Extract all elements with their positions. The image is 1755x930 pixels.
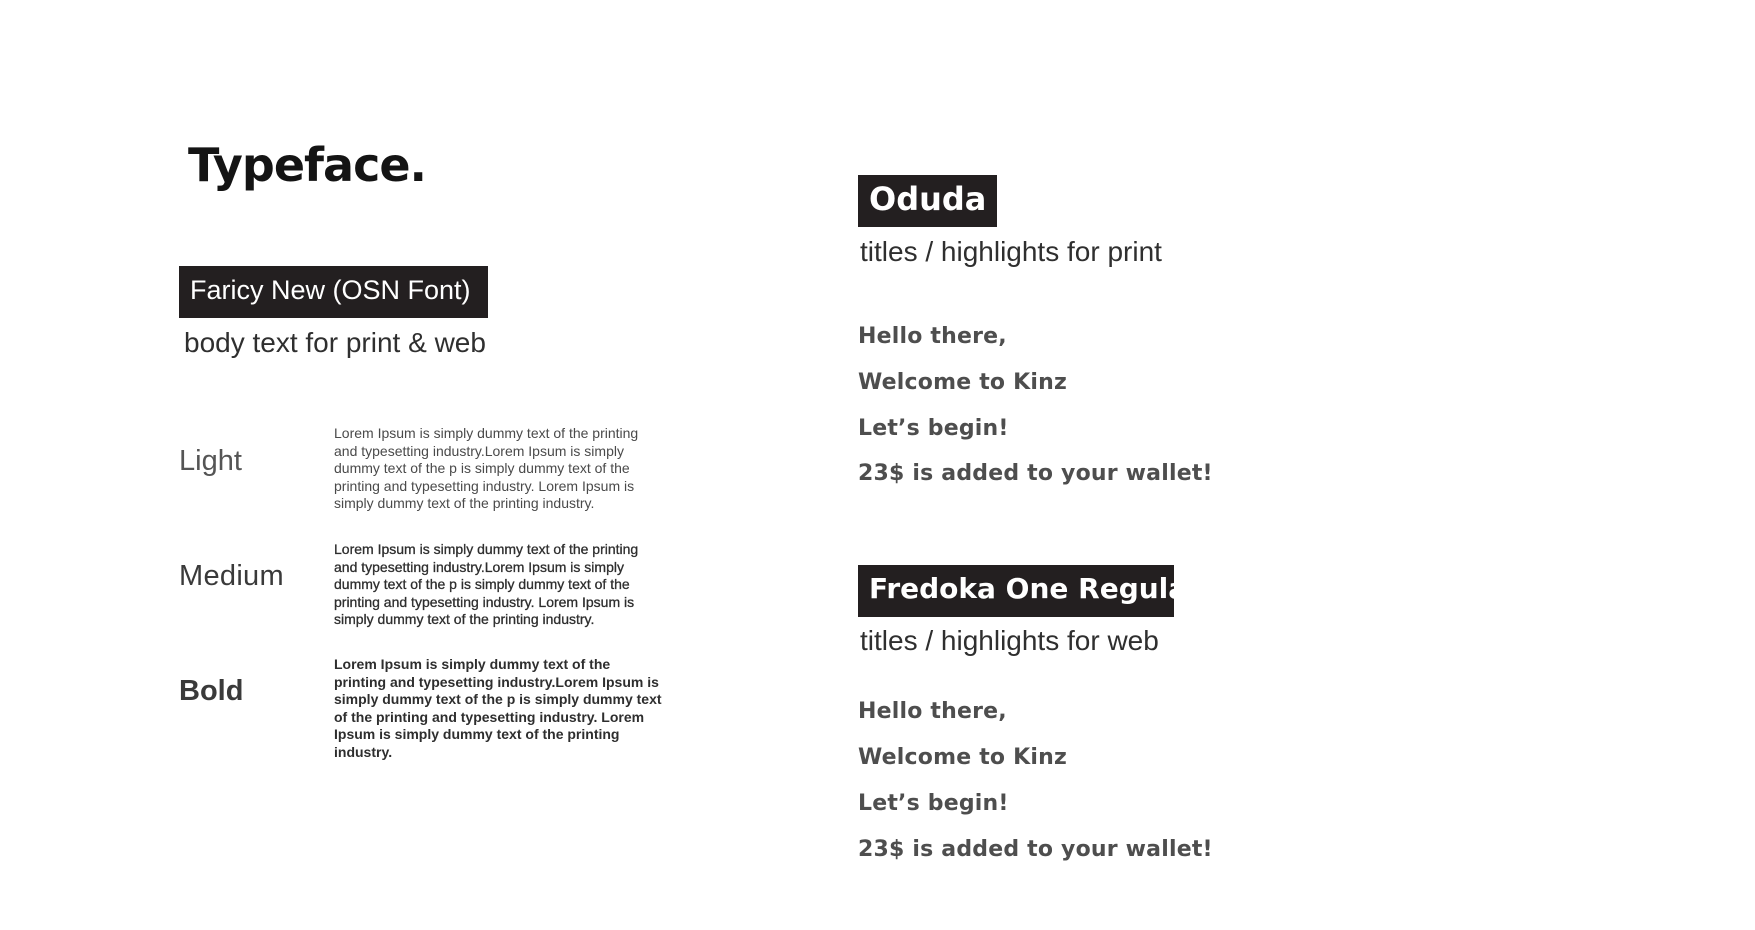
sample-paragraph-light: Lorem Ipsum is simply dummy text of the printing and typesetting industry.Lorem Ipsum is simply dummy text of the p is simply dummy text of the printing and typesetting industry. Lorem Ipsum is simply dummy text of the printing industry. bbox=[334, 425, 639, 512]
fredoka-sample-line: 23$ is added to your wallet! bbox=[858, 837, 1213, 862]
font-name-badge-fredoka: Fredoka One Regular bbox=[858, 565, 1174, 617]
font-usage-fredoka: titles / highlights for web bbox=[860, 625, 1159, 656]
font-name-badge-faricy: Faricy New (OSN Font) bbox=[179, 266, 488, 318]
oduda-sample-line: Welcome to Kinz bbox=[858, 370, 1067, 395]
oduda-sample-line: Hello there, bbox=[858, 324, 1007, 349]
font-usage-oduda: titles / highlights for print bbox=[860, 236, 1162, 267]
weight-label-bold: Bold bbox=[179, 675, 244, 707]
fredoka-sample-line: Hello there, bbox=[858, 699, 1007, 724]
font-usage-faricy: body text for print & web bbox=[184, 327, 486, 358]
fredoka-sample-line: Let’s begin! bbox=[858, 791, 1009, 816]
sample-paragraph-medium: Lorem Ipsum is simply dummy text of the printing and typesetting industry.Lorem Ipsum is simply dummy text of the p is simply dummy text of the printing and typesetting industry. Lorem Ipsum is simply dummy text of the printing industry. bbox=[334, 541, 639, 628]
oduda-sample-line: Let’s begin! bbox=[858, 416, 1009, 441]
weight-label-light: Light bbox=[179, 445, 242, 477]
weight-label-medium: Medium bbox=[179, 560, 284, 592]
oduda-sample-line: 23$ is added to your wallet! bbox=[858, 461, 1213, 486]
page-title: Typeface. bbox=[188, 138, 427, 192]
sample-paragraph-bold: Lorem Ipsum is simply dummy text of the printing and typesetting industry.Lorem Ipsum is simply dummy text of the p is simply dummy text of the printing and typesetting industry. Lorem Ipsum is simply dummy text of the printing industry. bbox=[334, 656, 662, 760]
font-name-badge-oduda: Oduda bbox=[858, 175, 997, 227]
fredoka-sample-line: Welcome to Kinz bbox=[858, 745, 1067, 770]
